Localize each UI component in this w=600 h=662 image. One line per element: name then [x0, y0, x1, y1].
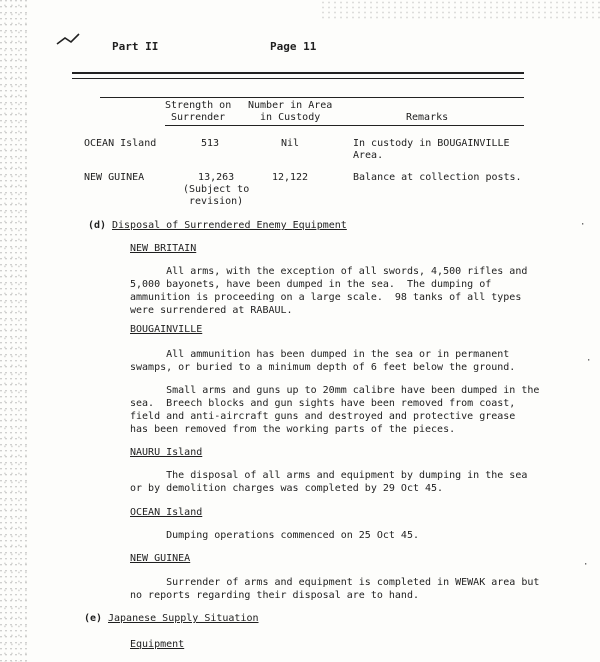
- table-cell-area: NEW GUINEA: [84, 172, 145, 183]
- table-top-rule: [100, 97, 524, 98]
- table-header-rule: [165, 125, 524, 126]
- section-label: (d): [88, 220, 107, 231]
- paragraph: All arms, with the exception of all swords, 4,500 rifles and 5,000 bayonets, have been dumped in the sea. The dumping of ammunition is proceeding on a large scale. 98 tanks of all types were surrendered at RABAUL.: [130, 266, 528, 316]
- col-header-remarks: Remarks: [406, 112, 449, 123]
- table-cell-custody: 12,122: [271, 172, 309, 183]
- margin-speck: ·: [580, 220, 586, 230]
- scan-noise-top: [320, 0, 600, 20]
- subsection-heading: NEW BRITAIN: [130, 243, 197, 254]
- paragraph: The disposal of all arms and equipment by dumping in the sea or by demolition charges was completed by 29 Oct 45.: [130, 470, 528, 494]
- table-cell-custody: Nil: [280, 138, 300, 149]
- subsection-heading: OCEAN Island: [130, 507, 203, 518]
- table-cell-remarks: In custody in BOUGAINVILLE Area.: [353, 138, 510, 161]
- section-label: (e): [84, 613, 103, 624]
- table-cell-area: OCEAN Island: [84, 138, 157, 149]
- subsection-heading: Equipment: [130, 639, 185, 650]
- margin-speck: ·: [586, 356, 592, 366]
- handwritten-mark-icon: [55, 32, 81, 48]
- table-cell-strength: 513: [200, 138, 220, 149]
- paragraph: Surrender of arms and equipment is completed in WEWAK area but no reports regarding their disposal are to hand.: [130, 577, 540, 601]
- col-header-custody: Number in Area in Custody: [248, 100, 333, 123]
- subsection-heading: NEW GUINEA: [130, 553, 191, 564]
- col-header-strength: Strength on Surrender: [165, 100, 232, 123]
- scan-noise: [0, 0, 30, 662]
- section-title: Disposal of Surrendered Enemy Equipment: [112, 220, 347, 231]
- subsection-heading: NAURU Island: [130, 447, 203, 458]
- paragraph: Dumping operations commenced on 25 Oct 45.: [130, 530, 419, 541]
- page-number: Page 11: [270, 40, 317, 53]
- table-cell-strength: 13,263 (Subject to revision): [183, 172, 250, 207]
- section-title: Japanese Supply Situation: [108, 613, 259, 624]
- header-rule: [72, 72, 524, 74]
- paragraph: Small arms and guns up to 20mm calibre have been dumped in the sea. Breech blocks and gun sights have been removed from coast, field and anti-aircraft guns and destroyed and protective grease has been removed from the working parts of the pieces.: [130, 385, 540, 435]
- part-label: Part II: [112, 40, 159, 53]
- header-rule-thin: [72, 78, 524, 79]
- margin-speck: ·: [583, 560, 589, 570]
- paragraph: All ammunition has been dumped in the sea or in permanent swamps, or buried to a minimum depth of 6 feet below the ground.: [130, 349, 516, 373]
- table-cell-remarks: Balance at collection posts.: [353, 172, 522, 183]
- subsection-heading: BOUGAINVILLE: [130, 324, 203, 335]
